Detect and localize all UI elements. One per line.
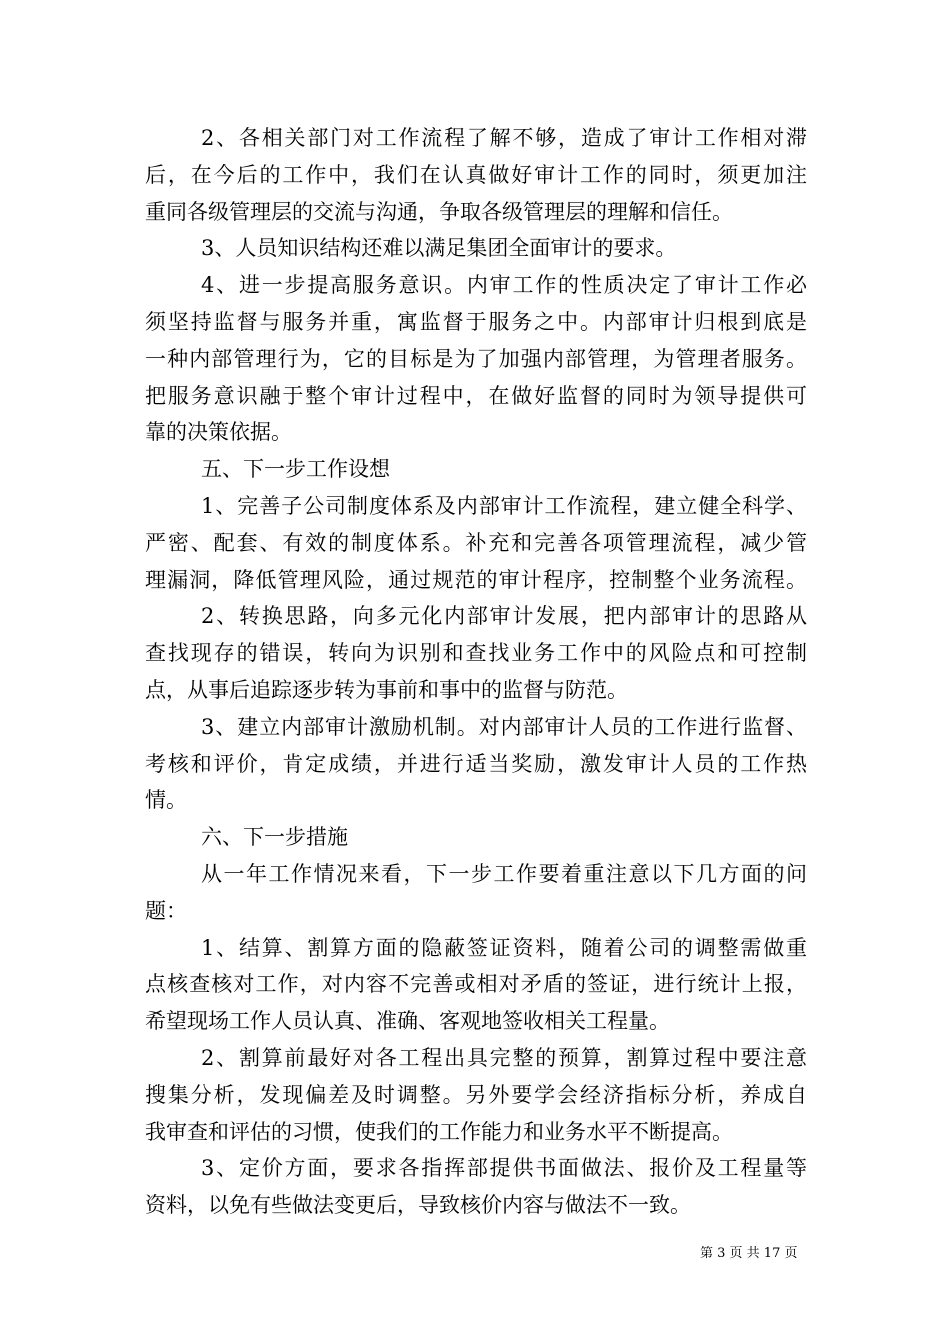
text-line: 重同各级管理层的交流与沟通，争取各级管理层的理解和信任。: [145, 199, 733, 224]
text-line: 2、各相关部门对工作流程了解不够，造成了审计工作相对滞: [201, 126, 807, 150]
text-line: 希望现场工作人员认真、准确、客观地签收相关工程量。: [145, 1009, 670, 1034]
text-line: 4、进一步提高服务意识。内审工作的性质决定了审计工作必: [201, 273, 807, 298]
text-line: 2、割算前最好对各工程出具完整的预算，割算过程中要注意: [201, 1045, 807, 1070]
text-line: 1、完善子公司制度体系及内部审计工作流程，建立健全科学、: [201, 493, 807, 518]
text-line: 后，在今后的工作中，我们在认真做好审计工作的同时，须更加注: [145, 162, 807, 187]
text-line: 点核查核对工作，对内容不完善或相对矛盾的签证，进行统计上报，: [145, 972, 807, 997]
text-line: 查找现存的错误，转向为识别和查找业务工作中的风险点和可控制: [145, 641, 807, 666]
text-line: 理漏洞，降低管理风险，通过规范的审计程序，控制整个业务流程。: [145, 567, 807, 592]
document-body: [145, 120, 807, 1224]
text-line: 考核和评价，肯定成绩，并进行适当奖励，激发审计人员的工作热: [145, 751, 807, 776]
text-line: 2、转换思路，向多元化内部审计发展，把内部审计的思路从: [201, 604, 807, 629]
text-line: 搜集分析，发现偏差及时调整。另外要学会经济指标分析，养成自: [145, 1082, 807, 1107]
text-line: 严密、配套、有效的制度体系。补充和完善各项管理流程，减少管: [145, 530, 807, 555]
text-line: 把服务意识融于整个审计过程中，在做好监督的同时为领导提供可: [145, 383, 807, 408]
text-line: 须坚持监督与服务并重，寓监督于服务之中。内部审计归根到底是: [145, 309, 807, 334]
text-line: 我审查和评估的习惯，使我们的工作能力和业务水平不断提高。: [145, 1119, 733, 1144]
text-line: 3、定价方面，要求各指挥部提供书面做法、报价及工程量等: [201, 1156, 807, 1181]
text-line: 从一年工作情况来看，下一步工作要着重注意以下几方面的问: [201, 861, 807, 886]
text-line: 情。: [145, 788, 187, 813]
text-line: 题：: [145, 898, 187, 923]
text-line: 3、建立内部审计激励机制。对内部审计人员的工作进行监督、: [201, 714, 807, 739]
text-line: 五、下一步工作设想: [201, 457, 390, 482]
text-line: 一种内部管理行为，它的目标是为了加强内部管理，为管理者服务。: [145, 346, 807, 371]
text-line: 六、下一步措施: [201, 825, 348, 850]
text-line: 靠的决策依据。: [145, 420, 292, 445]
text-line: 1、结算、割算方面的隐蔽签证资料，随着公司的调整需做重: [201, 935, 807, 960]
text-line: 点，从事后追踪逐步转为事前和事中的监督与防范。: [145, 677, 628, 702]
text-line: 3、人员知识结构还难以满足集团全面审计的要求。: [201, 236, 677, 261]
page-number: 第 3 页 共 17 页: [700, 1246, 798, 1261]
text-line: 资料，以免有些做法变更后，导致核价内容与做法不一致。: [145, 1193, 691, 1218]
